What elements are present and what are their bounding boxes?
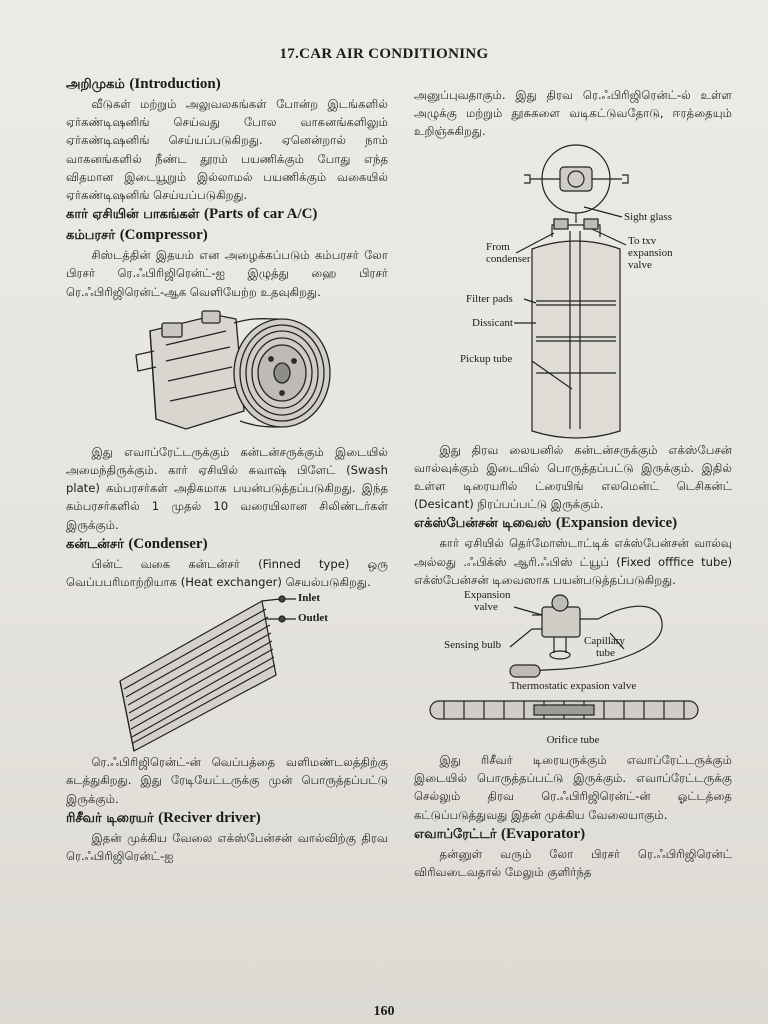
to-txv-label-3: valve — [628, 258, 652, 271]
condenser-heading — [66, 534, 388, 555]
from-condenser-label-1: From — [486, 240, 510, 253]
sensing-bulb-label: Sensing bulb — [444, 639, 502, 652]
outlet-label: Outlet — [298, 612, 328, 625]
heading-english: (Parts of car A/C) — [203, 206, 318, 223]
from-condenser-label-2: condenser — [486, 252, 531, 265]
heading-tamil: அறிமுகம் — [66, 77, 130, 92]
expansion-valve-label-2: valve — [474, 601, 498, 614]
condenser-illustration — [66, 591, 388, 753]
receiver-paragraph: இதன் முக்கிய வேலை எக்ஸ்பேன்சன் வால்விற்கு திரவ ரெ.ஃபிரிஜிரென்ட்-ஐ — [66, 830, 388, 864]
right-column — [414, 86, 732, 881]
to-txv-label-1: To txv — [628, 234, 657, 247]
receiver-continuation: அனுப்புவதாகும். இது திரவ ரெ.ஃபிரிஜிரென்ட்-ல் உள்ள அழுக்கு மற்றும் தூசுகளை வடிகட்டுவதோடு, ஈரத்தையும் உறிஞ்சுகிறது. — [414, 88, 732, 139]
heading-tamil: எக்ஸ்பேன்சன் டிவைஸ் — [414, 516, 556, 532]
heading-tamil: கார் ஏசியின் பாகங்கள் — [66, 207, 204, 223]
heading-english: (Introduction) — [129, 76, 221, 92]
receiver-heading — [66, 808, 388, 829]
capillary-tube-label-1: Capillary — [584, 635, 625, 648]
condenser-paragraph: பின்ட் வகை கன்டன்சர் (Finned type) ஒரு வெப்பபரிமாற்றியாக (Heat exchanger) செயல்படுகிறது. — [66, 556, 388, 590]
dissicant-label: Dissicant — [472, 316, 513, 329]
expansion-valve-label-1: Expansion — [464, 589, 511, 602]
heading-tamil: கம்பரசர் — [66, 228, 120, 244]
capillary-tube-label-2: tube — [596, 647, 615, 660]
orifice-tube-illustration — [414, 693, 732, 733]
evaporator-paragraph: தன்னுள் வரும் லோ பிரசர் ரெ.ஃபிரிஜிரென்ட் விரிவடைவதால் மேலும் குளிர்ந்த — [414, 846, 732, 880]
left-column — [66, 74, 388, 865]
orifice-tube-caption: Orifice tube — [546, 734, 600, 747]
evaporator-heading — [414, 824, 732, 845]
thermostatic-valve-caption: Thermostatic expasion valve — [509, 680, 637, 693]
condenser-description: ரெ.ஃபிரிஜிரென்ட்-ன் வெப்பத்தை வளிமண்டலத்திற்கு கடத்துகிறது. இது ரேடியேட்டருக்கு முன் பொருத்தப்பட்டு இருக்கும். — [66, 755, 388, 806]
heading-tamil: எவாப்ரேட்டர் — [414, 826, 502, 842]
compressor-paragraph: சிஸ்டத்தின் இதயம் என அழைக்கப்படும் கம்பரசர் லோ பிரசர் ரெ.ஃபிரிஜிரென்ட்-ஐ இழுத்து ஹை பிரசர் ரெ.ஃபிரிஜிரென்ட்-ஆக வெளியேற்ற உதவுகிறது. — [66, 248, 388, 299]
expansion-valve-figure — [414, 589, 732, 693]
page-title: 17.CAR AIR CONDITIONING — [279, 46, 489, 62]
compressor-figure — [66, 301, 388, 443]
heading-english: (Condenser) — [128, 535, 208, 552]
heading-english: (Compressor) — [119, 227, 208, 244]
heading-tamil: ரிசீவர் டிரையர் — [66, 810, 159, 826]
heading-english: (Evaporator) — [501, 825, 586, 842]
drier-paragraph: இது திரவ லையனில் கன்டன்சருக்கும் எக்ஸ்பேசன் வால்வுக்கும் இடையில் பொருத்தப்பட்டு இருக்கும். இதில் உள்ள டிரையரில் ட்ரையிங் எலமென்ட் டெசிகன்ட் (Desicant) நிரப்பப்பட்டு இருக்கும். — [414, 442, 732, 512]
orifice-tube-figure — [414, 693, 732, 751]
introduction-heading — [66, 74, 388, 95]
condenser-figure — [66, 591, 388, 753]
heading-english: (Reciver driver) — [158, 809, 261, 826]
page-number: 160 — [373, 1004, 395, 1019]
compressor-heading — [66, 225, 388, 246]
filter-pads-label: Filter pads — [466, 292, 513, 305]
inlet-label: Inlet — [298, 592, 320, 605]
expansion-device-heading — [414, 513, 732, 534]
parts-heading — [66, 204, 388, 225]
sight-glass-label: Sight glass — [624, 210, 672, 223]
compressor-illustration — [66, 301, 388, 443]
receiver-drier-figure — [414, 141, 732, 441]
compressor-description: இது எவாப்ரேட்டருக்கும் கன்டன்சருக்கும் இடையில் அமைந்திருக்கும். கார் ஏசியில் சுவாஷ் பிளேட் (Swash plate) கம்பரசர்கள் அதிகமாக பயன்படுத்தப்படுகிறது. இந்த கம்பரசர்களில் 1 முதல் 10 வரையிலான சிலிண்டர்கள் இருக்கும். — [66, 444, 388, 532]
expansion-paragraph: கார் ஏசியில் தெர்மோஸ்டாட்டிக் எக்ஸ்பேன்சன் வால்வு அல்லது .ஃபிக்ஸ் ஆரி.ஃபிஸ் ட்யூப் (Fixed offfice tube) எக்ஸ்பேன்சன் டிவைஸாக பயன்படுத்தப்படுகிறது. — [414, 536, 732, 587]
orifice-paragraph: இது ரிசீவர் டிரையருக்கும் எவாப்ரேட்டருக்கும் இடையில் பொருத்தப்பட்டு இருக்கும். எவாப்ரேட்டருக்கு செல்லும் திரவ ரெ.ஃபிரிஜிரென்ட்-ன் ஓட்டத்தை கட்டுப்படுத்துவது இதன் முக்கிய வேலையாகும். — [414, 753, 732, 822]
introduction-paragraph: வீடுகள் மற்றும் அலுவலகங்கள் போன்ற இடங்களில் ஏர்கண்டிஷனிங் செய்வது போல வாகனங்களிலும் ஏர்கண்டிஷனிங் செய்யப்படுகிறது. ஏனென்றால் நாம் வாகனங்களில் நீண்ட தூரம் பயணிக்கும் போது எந்த விதமான இடையூறும் இல்லாமல் பயணிக்கும் வகையில் ஏர்கண்டிஷனிங் செய்யப்படுகிறது. — [66, 97, 388, 203]
heading-english: (Expansion device) — [555, 515, 678, 532]
pickup-tube-label: Pickup tube — [460, 352, 513, 365]
receiver-drier-illustration — [414, 141, 732, 441]
to-txv-label-2: expansion — [628, 246, 673, 259]
heading-tamil: கன்டன்சர் — [66, 536, 129, 552]
